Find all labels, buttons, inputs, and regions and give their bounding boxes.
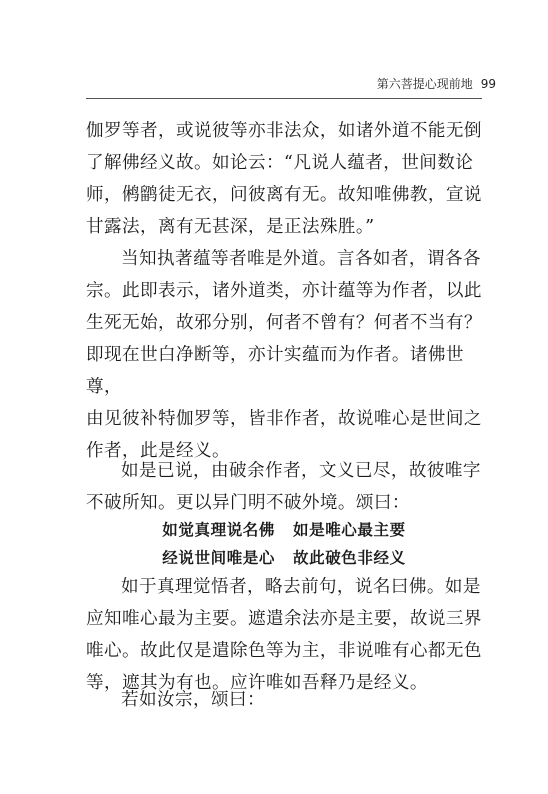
paragraph-explanation [86, 571, 486, 699]
text-line: 等，遮其为有也。应许唯如吾释乃是经义。 [86, 673, 428, 693]
text-line: 应知唯心最为主要。遮遣余法亦是主要，故说三界 [86, 609, 482, 629]
running-header [377, 75, 496, 92]
header-rule [86, 98, 482, 99]
text-line: 当知执著蕴等者唯是外道。言各如者，谓各各 [121, 249, 481, 269]
text-line: 由见彼补特伽罗等，皆非作者，故说唯心是世间之 [86, 409, 482, 429]
text-line: 生死无始，故邪分别，何者不曾有？何者不当有？ [86, 313, 482, 333]
text-line: 不破所知。更以异门明不破外境。颂曰： [86, 493, 410, 513]
paragraph-continued [86, 115, 486, 243]
verse-phrase: 故此破色非经义 [293, 549, 406, 567]
text-line: 如于真理觉悟者，略去前句，说名曰佛。如是 [121, 577, 481, 597]
page-number: 99 [480, 77, 496, 91]
verse-phrase: 如是唯心最主要 [293, 521, 406, 539]
verse-phrase: 如觉真理说名佛 [162, 521, 275, 539]
text-line: 若如汝宗，颂曰： [121, 690, 265, 710]
verse-line [86, 544, 482, 572]
text-line: 宗。此即表示，诸外道类，亦计蕴等为作者，以此 [86, 281, 482, 301]
paragraph-intro-verse [86, 455, 486, 519]
text-line: 唯心。故此仅是遣除色等为主，非说唯有心都无色 [86, 641, 482, 661]
text-line: 作者，此是经义。 [86, 441, 230, 461]
paragraph-commentary [86, 243, 486, 467]
text-line: 甘露法，离有无甚深，是正法殊胜。” [86, 217, 375, 237]
text-line: 师，鸺鹠徒无衣，问彼离有无。故知唯佛教，宣说 [86, 185, 482, 205]
verse-line [86, 516, 482, 544]
text-line: 伽罗等者，或说彼等亦非法众，如诸外道不能无倒 [86, 121, 482, 141]
paragraph-closing [86, 684, 486, 716]
chapter-title: 第六菩提心现前地 [376, 77, 473, 91]
text-line: 即现在世白净断等，亦计实蕴而为作者。诸佛世尊， [86, 345, 464, 397]
text-line: 了解佛经义故。如论云：“凡说人蕴者，世间数论 [86, 153, 474, 173]
text-line: 如是已说，由破余作者，文义已尽，故彼唯字 [121, 461, 481, 481]
verse-phrase: 经说世间唯是心 [162, 549, 275, 567]
